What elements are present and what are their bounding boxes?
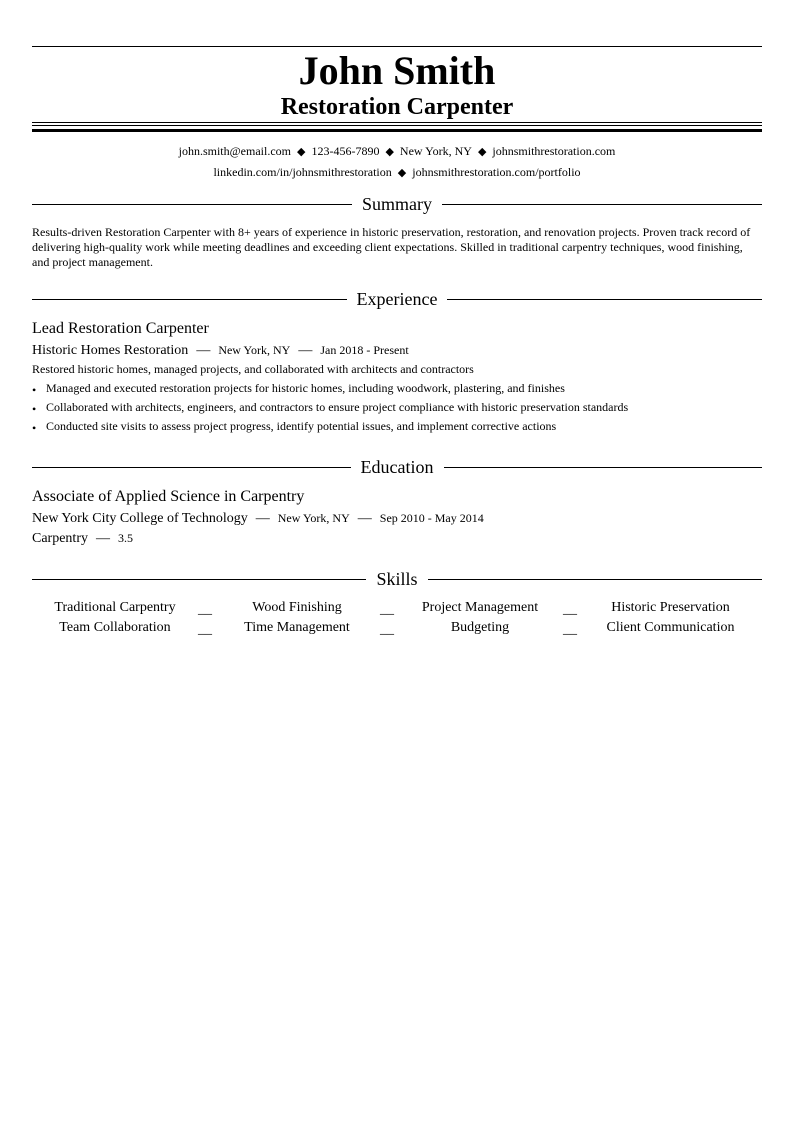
skills-row <box>32 618 762 638</box>
skill-item: Time Management <box>244 620 350 635</box>
bullet-text: Managed and executed restoration projects for historic homes, including woodwork, plastering, and finishes <box>46 381 565 395</box>
education-section-header <box>32 456 762 478</box>
skill-item: Client Communication <box>606 620 735 635</box>
job-title: Lead Restoration Carpenter <box>32 320 209 337</box>
contact-website[interactable]: johnsmithrestoration.com <box>492 144 616 158</box>
contact-email[interactable]: john.smith@email.com <box>178 144 291 158</box>
section-rule <box>444 467 763 468</box>
school-line <box>32 509 484 528</box>
candidate-headline: Restoration Carpenter <box>280 94 514 120</box>
school-location: New York, NY <box>277 511 350 525</box>
section-rule <box>447 299 762 300</box>
list-item <box>32 418 762 437</box>
diamond-separator-icon: ◆ <box>397 167 407 179</box>
section-title-skills: Skills <box>376 569 418 589</box>
header-rule-2 <box>32 125 762 126</box>
contact-phone[interactable]: 123-456-7890 <box>311 144 380 158</box>
section-rule <box>32 299 347 300</box>
candidate-name: John Smith <box>298 48 496 93</box>
section-rule <box>442 204 762 205</box>
school-name: New York City College of Technology <box>32 511 248 526</box>
summary-text: Results-driven Restoration Carpenter with 8+ years of experience in historic preservation, restoration, and renovation projects. Proven track record of delivering high-quality work while meeting deadlines and exceeding client expectations. Skilled in traditional carpentry techniques, wood finishing, and project management. <box>32 225 751 269</box>
skills-row <box>32 598 762 618</box>
diamond-separator-icon: ◆ <box>296 146 306 158</box>
summary-section-header <box>32 193 762 215</box>
section-rule <box>32 579 366 580</box>
header-top-rule <box>32 46 762 47</box>
diamond-separator-icon: ◆ <box>385 146 394 158</box>
job-bullet-list <box>32 380 762 437</box>
dash-separator: — <box>95 531 110 546</box>
job-org-line <box>32 341 409 360</box>
skill-separator: __ <box>198 622 212 637</box>
job-description: Restored historic homes, managed projects, and collaborated with architects and contractors <box>32 362 474 376</box>
job-company: Historic Homes Restoration <box>32 343 189 358</box>
diamond-separator-icon: ◆ <box>477 146 487 158</box>
dash-separator: — <box>255 511 270 526</box>
skill-item: Traditional Carpentry <box>54 600 176 615</box>
skill-item: Team Collaboration <box>59 620 171 635</box>
field-of-study: Carpentry <box>32 531 88 546</box>
experience-section-header <box>32 288 762 310</box>
bullet-icon: • <box>32 402 37 416</box>
header-rule-thick <box>32 129 762 132</box>
dash-separator: — <box>196 343 211 358</box>
bullet-icon: • <box>32 421 37 435</box>
field-line <box>32 529 133 548</box>
list-item <box>32 380 762 399</box>
contact-line-1 <box>32 143 762 160</box>
degree-title: Associate of Applied Science in Carpentry <box>32 488 305 505</box>
job-location: New York, NY <box>218 343 291 357</box>
section-title-summary: Summary <box>362 194 432 214</box>
section-rule <box>32 204 352 205</box>
section-title-experience: Experience <box>356 289 438 309</box>
section-rule <box>428 579 762 580</box>
contact-line-2 <box>32 164 762 181</box>
list-item <box>32 399 762 418</box>
skill-separator: __ <box>198 602 212 617</box>
contact-portfolio[interactable]: johnsmithrestoration.com/portfolio <box>412 165 581 179</box>
gpa-value: 3.5 <box>117 531 133 545</box>
section-title-education: Education <box>360 457 434 477</box>
skills-section-header <box>32 568 762 590</box>
skill-separator: __ <box>380 602 394 617</box>
skills-grid <box>32 598 762 638</box>
dash-separator: — <box>298 343 313 358</box>
bullet-text: Conducted site visits to assess project progress, identify potential issues, and implement corrective actions <box>46 419 557 433</box>
skill-item: Budgeting <box>450 620 510 635</box>
skill-separator: __ <box>563 602 577 617</box>
bullet-icon: • <box>32 383 37 397</box>
skill-item: Project Management <box>421 600 539 615</box>
school-dates: Sep 2010 - May 2014 <box>379 511 484 525</box>
section-rule <box>32 467 351 468</box>
contact-linkedin[interactable]: linkedin.com/in/johnsmithrestoration <box>213 165 392 179</box>
header-rule-1 <box>32 122 762 123</box>
dash-separator: — <box>357 511 372 526</box>
skill-separator: __ <box>380 622 394 637</box>
bullet-text: Collaborated with architects, engineers, and contractors to ensure project compliance with historic preservation standards <box>46 400 629 414</box>
skill-separator: __ <box>563 622 577 637</box>
skill-item: Historic Preservation <box>611 600 730 615</box>
skill-item: Wood Finishing <box>252 600 342 615</box>
contact-location: New York, NY <box>399 144 472 158</box>
job-dates: Jan 2018 - Present <box>320 343 409 357</box>
